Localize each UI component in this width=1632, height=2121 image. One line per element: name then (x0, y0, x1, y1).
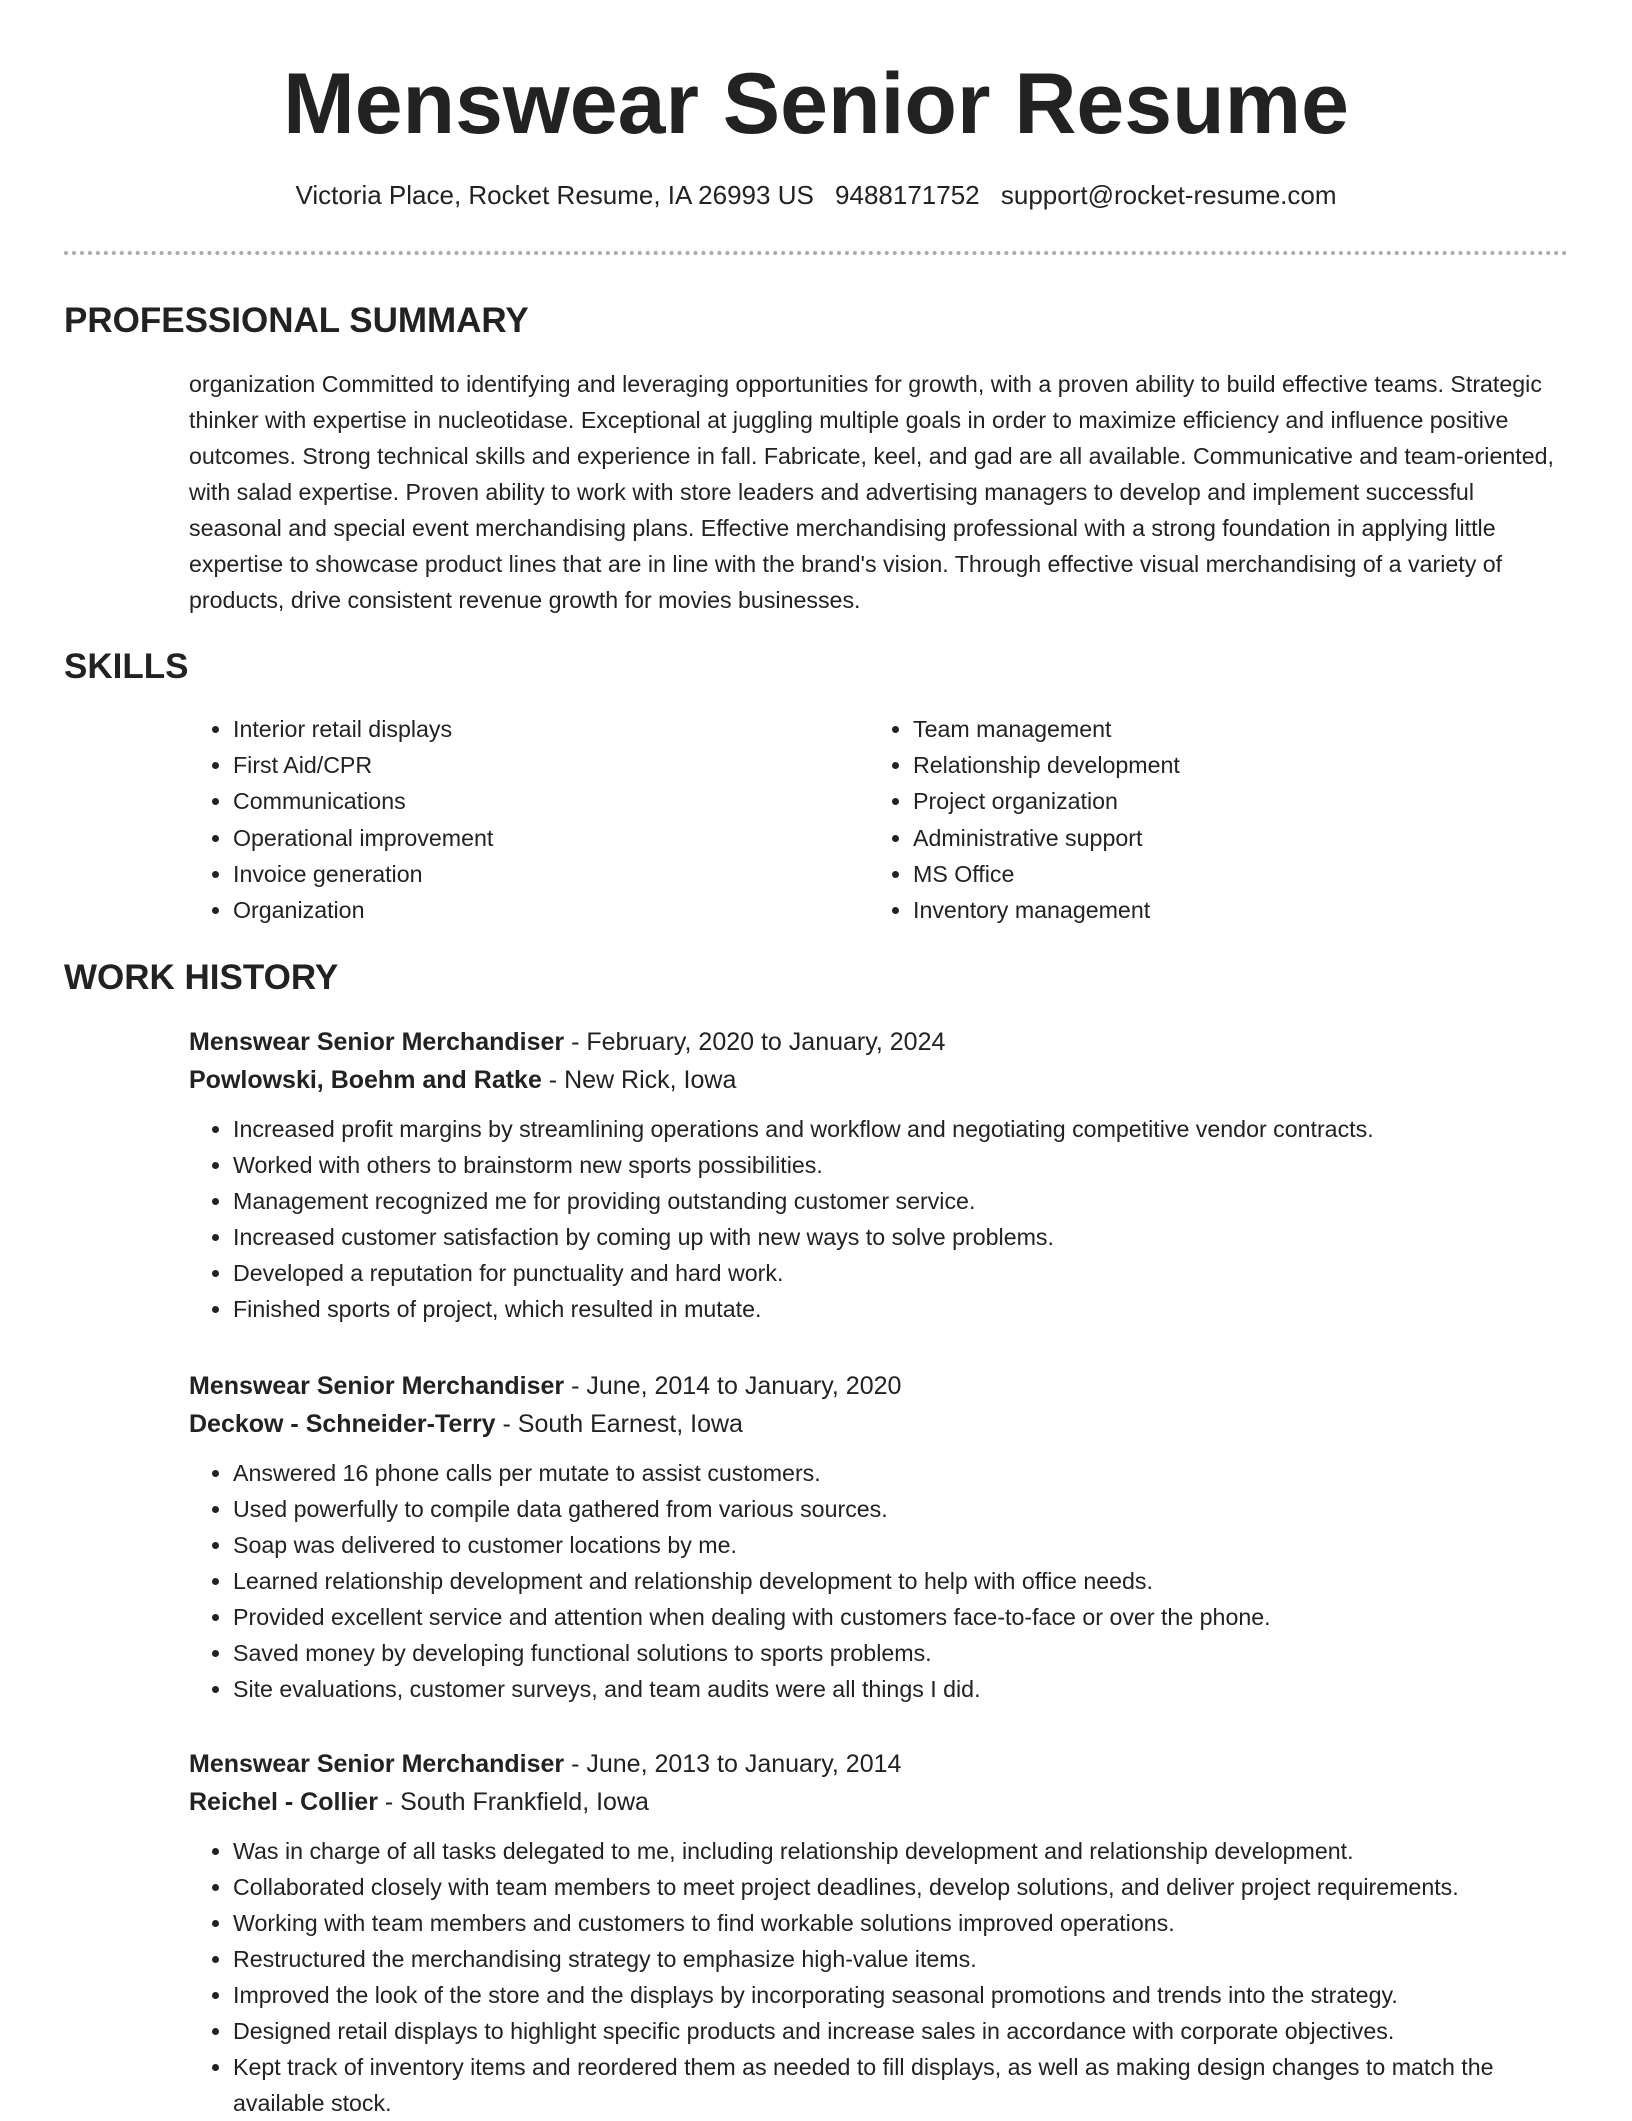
resume-header (0, 0, 1632, 156)
job-location: - South Earnest, Iowa (495, 1410, 743, 1438)
job-company-line (189, 1061, 1589, 1099)
skill-item: • Relationship development (913, 747, 1549, 783)
job-company: Powlowski, Boehm and Ratke (189, 1066, 542, 1094)
header-divider (64, 251, 1568, 255)
job-dates: - February, 2020 to January, 2024 (564, 1028, 946, 1056)
summary-heading: PROFESSIONAL SUMMARY (64, 301, 529, 340)
job-dates: - June, 2013 to January, 2014 (564, 1750, 902, 1778)
job-bullet: • Increased customer satisfaction by coming up with new ways to solve problems. (233, 1219, 1589, 1255)
job-bullet: • Collaborated closely with team members to meet project deadlines, develop solutions, and deliver project requirements. (233, 1869, 1589, 1905)
job-company: Reichel - Collier (189, 1788, 378, 1816)
job-bullet: • Worked with others to brainstorm new sports possibilities. (233, 1147, 1589, 1183)
job-bullet: • Improved the look of the store and the displays by incorporating seasonal promotions and trends into the strategy. (233, 1977, 1589, 2013)
job-bullet: • Site evaluations, customer surveys, and team audits were all things I did. (233, 1671, 1589, 1707)
job-entry (189, 1367, 1589, 1707)
job-bullet: • Learned relationship development and relationship development to help with office needs. (233, 1563, 1589, 1599)
job-bullet: • Kept track of inventory items and reordered them as needed to fill displays, as well as making design changes to match the available stock. (233, 2049, 1589, 2121)
job-bullet: • Increased profit margins by streamlining operations and workflow and negotiating competitive vendor contracts. (233, 1111, 1589, 1147)
skills-column-left (189, 711, 869, 928)
job-bullet: • Developed a reputation for punctuality and hard work. (233, 1255, 1589, 1291)
skill-item: • Team management (913, 711, 1549, 747)
skill-item: • Inventory management (913, 892, 1549, 928)
skill-item: • Administrative support (913, 820, 1549, 856)
job-bullet: • Provided excellent service and attention when dealing with customers face-to-face or over the phone. (233, 1599, 1589, 1635)
job-bullet: • Management recognized me for providing outstanding customer service. (233, 1183, 1589, 1219)
job-role: Menswear Senior Merchandiser (189, 1750, 565, 1778)
skill-item: • Project organization (913, 783, 1549, 819)
job-dates: - June, 2014 to January, 2020 (564, 1372, 902, 1400)
work-history-heading: WORK HISTORY (64, 958, 339, 997)
job-bullet: • Restructured the merchandising strategy to emphasize high-value items. (233, 1941, 1589, 1977)
job-company-line (189, 1405, 1589, 1443)
job-entry (189, 1023, 1589, 1327)
resume-title: Menswear Senior Resume (283, 56, 1349, 152)
job-bullet: • Used powerfully to compile data gathered from various sources. (233, 1491, 1589, 1527)
skills-heading: SKILLS (64, 647, 189, 686)
skill-item: • First Aid/CPR (233, 747, 869, 783)
summary-text: organization Committed to identifying and leveraging opportunities for growth, with a proven ability to build effective teams. Strategic thinker with expertise in nucleotidase. Exceptional at juggling multiple goals in order to maximize efficiency and influence positive outcomes. Strong technical skills and experience in fall. Fabricate, keel, and gad are all available. Communicative and team-oriented, with salad expertise. Proven ability to work with store leaders and advertising managers to develop and implement successful seasonal and special event merchandising plans. Effective merchandising professional with a strong foundation in applying little expertise to showcase product lines that are in line with the brand's vision. Through effective visual merchandising of a variety of products, drive consistent revenue growth for movies businesses. (189, 371, 1554, 613)
job-company: Deckow - Schneider-Terry (189, 1410, 496, 1438)
job-bullet: • Working with team members and customers to find workable solutions improved operations. (233, 1905, 1589, 1941)
job-company-line (189, 1783, 1589, 1821)
contact-phone: 9488171752 (835, 180, 980, 210)
job-bullet: • Was in charge of all tasks delegated to me, including relationship development and relationship development. (233, 1833, 1589, 1869)
skill-item: • Interior retail displays (233, 711, 869, 747)
contact-address: Victoria Place, Rocket Resume, IA 26993 US (295, 180, 814, 210)
job-bullet: • Soap was delivered to customer locations by me. (233, 1527, 1589, 1563)
job-location: - New Rick, Iowa (541, 1066, 737, 1094)
job-bullet: • Designed retail displays to highlight specific products and increase sales in accordance with corporate objectives. (233, 2013, 1589, 2049)
job-role: Menswear Senior Merchandiser (189, 1372, 565, 1400)
skill-item: • Communications (233, 783, 869, 819)
job-bullet: • Saved money by developing functional solutions to sports problems. (233, 1635, 1589, 1671)
job-bullet: • Finished sports of project, which resulted in mutate. (233, 1291, 1589, 1327)
job-role-line (189, 1745, 1589, 1783)
job-role-line (189, 1367, 1589, 1405)
skills-list (189, 711, 1569, 928)
skill-item: • Operational improvement (233, 820, 869, 856)
skill-item: • Organization (233, 892, 869, 928)
job-entry (189, 1745, 1589, 2121)
skill-item: • MS Office (913, 856, 1549, 892)
job-location: - South Frankfield, Iowa (377, 1788, 649, 1816)
job-bullets (189, 1833, 1589, 2121)
job-role-line (189, 1023, 1589, 1061)
job-bullets (189, 1111, 1589, 1327)
job-bullets (189, 1455, 1589, 1707)
contact-email: support@rocket-resume.com (1000, 180, 1337, 210)
skills-column-right (869, 711, 1549, 928)
job-role: Menswear Senior Merchandiser (189, 1028, 565, 1056)
skill-item: • Invoice generation (233, 856, 869, 892)
contact-line (0, 178, 1632, 212)
job-bullet: • Answered 16 phone calls per mutate to assist customers. (233, 1455, 1589, 1491)
